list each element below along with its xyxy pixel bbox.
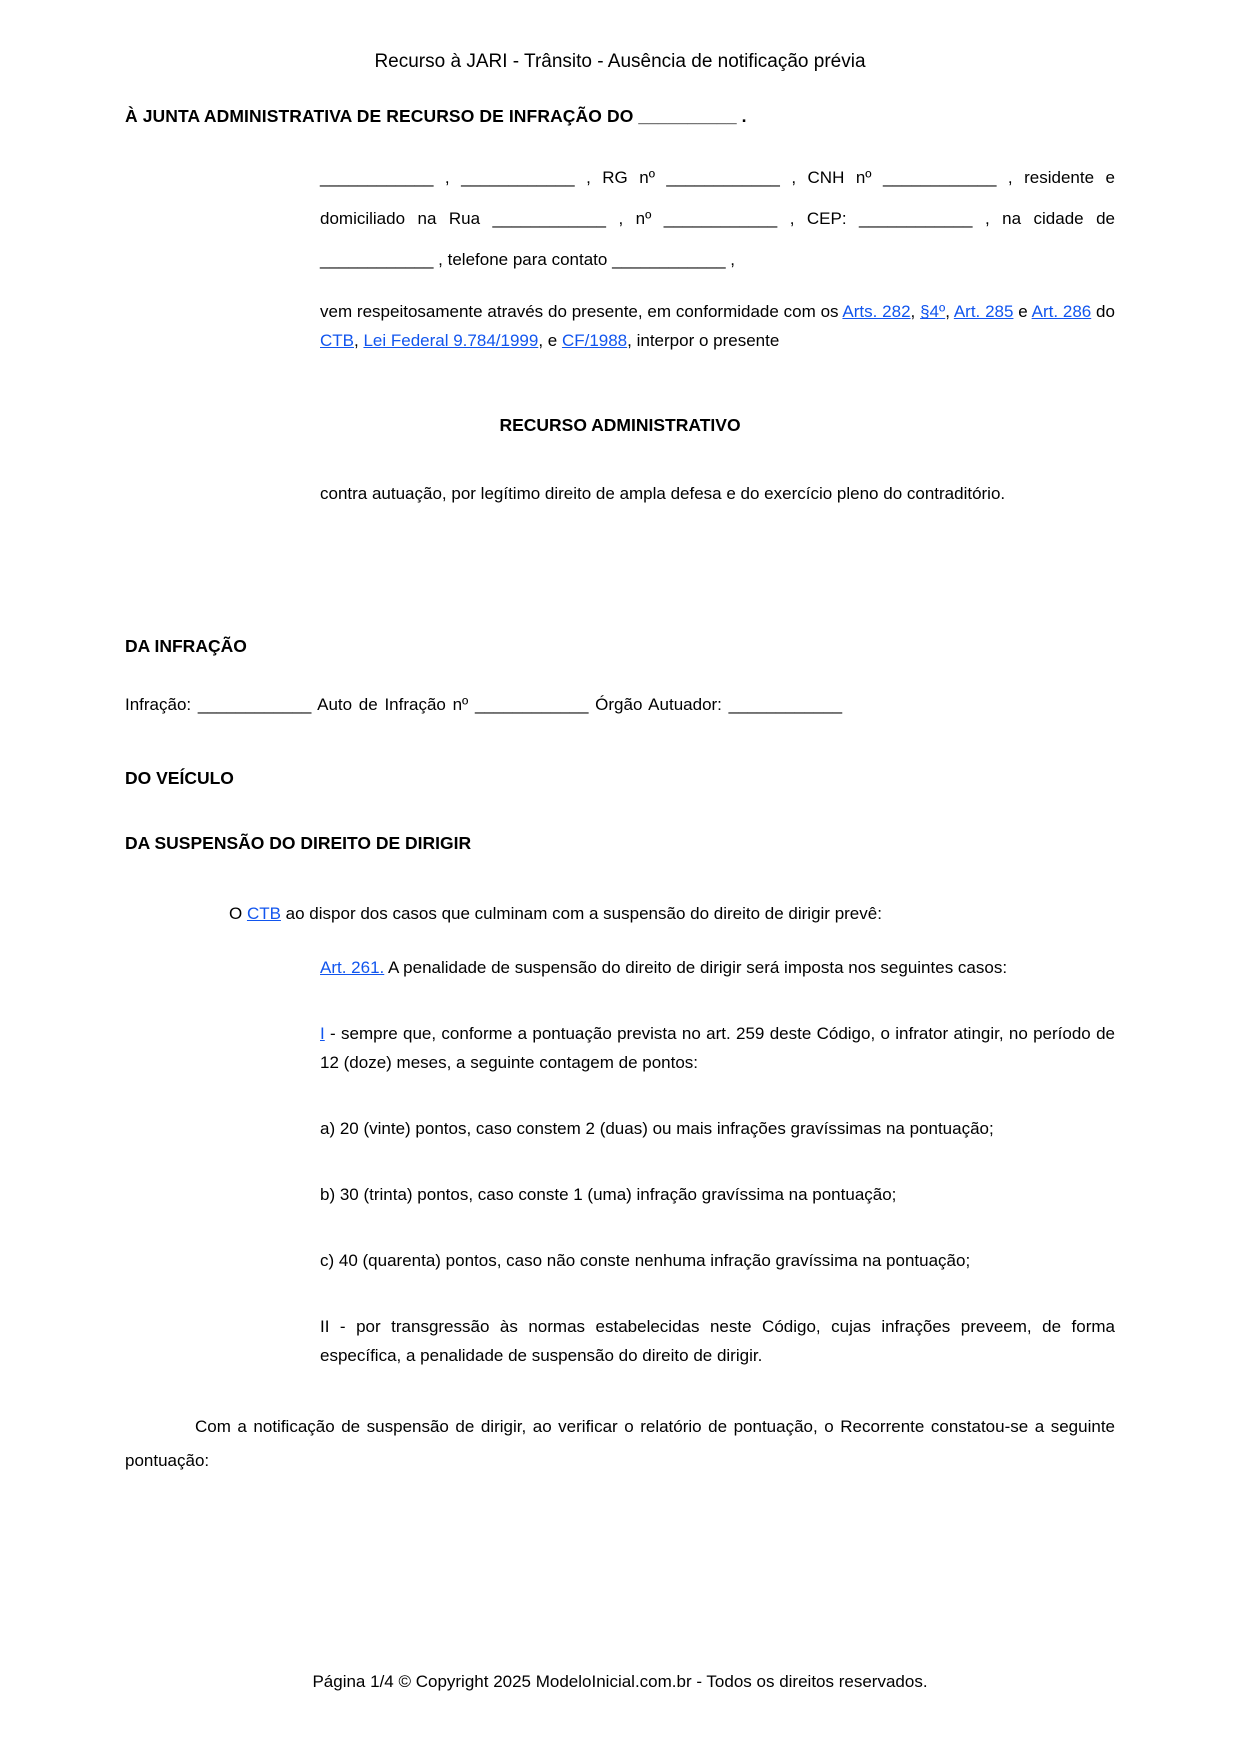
page-footer: Página 1/4 © Copyright 2025 ModeloInicial.com.br - Todos os direitos reservados. (312, 1672, 928, 1691)
section-heading-do-veiculo: DO VEÍCULO (125, 768, 234, 788)
document-title: RECURSO ADMINISTRATIVO (499, 415, 741, 435)
text-segment: ao dispor dos casos que culminam com a suspensão do direito de dirigir prevê: (280, 904, 882, 923)
link-cf-1988[interactable]: CF/1988 (561, 331, 628, 350)
section-heading-da-suspensao: DA SUSPENSÃO DO DIREITO DE DIRIGIR (125, 833, 472, 853)
text-segment: - sempre que, conforme a pontuação prevista no art. 259 deste Código, o infrator atingir, no período de 12 (doze) meses, a seguinte contagem de pontos: (320, 1024, 1115, 1072)
link-art-285[interactable]: Art. 285 (953, 302, 1014, 321)
ctb-intro-paragraph (125, 899, 1115, 928)
text-segment: do (1091, 302, 1115, 321)
text-segment: O (229, 904, 247, 923)
text-segment: , (945, 302, 954, 321)
text-segment: , e (538, 331, 562, 350)
link-paragrafo-4[interactable]: §4º (920, 302, 946, 321)
link-inciso-I[interactable]: I (320, 1024, 325, 1043)
section-heading-da-infracao: DA INFRAÇÃO (125, 636, 247, 656)
link-art-261[interactable]: Art. 261. (320, 958, 385, 977)
closing-paragraph: Com a notificação de suspensão de dirigir, ao verificar o relatório de pontuação, o Recorrente constatou-se a seguinte pontuação: (125, 1417, 1115, 1470)
text-segment: , (354, 331, 364, 350)
quote-item-II: II - por transgressão às normas estabelecidas neste Código, cujas infrações preveem, de forma específica, a penalidade de suspensão do direito de dirigir. (320, 1317, 1115, 1365)
text-segment: , (910, 302, 921, 321)
text-segment: e (1013, 302, 1032, 321)
preamble-paragraph (320, 297, 1115, 355)
link-arts-282[interactable]: Arts. 282 (842, 302, 911, 321)
quote-item-a: a) 20 (vinte) pontos, caso constem 2 (duas) ou mais infrações gravíssimas na pontuação; (320, 1119, 994, 1138)
link-ctb[interactable]: CTB (246, 904, 281, 923)
addressee-heading: À JUNTA ADMINISTRATIVA DE RECURSO DE INFRAÇÃO DO __________ . (125, 106, 747, 126)
quote-art-261 (320, 953, 1115, 982)
object-paragraph: contra autuação, por legítimo direito de ampla defesa e do exercício pleno do contraditório. (320, 484, 1006, 503)
link-art-286[interactable]: Art. 286 (1031, 302, 1092, 321)
infracao-fields-line: Infração: ____________ Auto de Infração nº ____________ Órgão Autuador: ____________ (125, 695, 843, 714)
quote-item-c: c) 40 (quarenta) pontos, caso não conste nenhuma infração gravíssima na pontuação; (320, 1251, 971, 1270)
quote-item-b: b) 30 (trinta) pontos, caso conste 1 (uma) infração gravíssima na pontuação; (320, 1185, 897, 1204)
page-title: Recurso à JARI - Trânsito - Ausência de notificação prévia (374, 51, 866, 72)
link-ctb[interactable]: CTB (320, 331, 354, 350)
quote-item-I (320, 1019, 1115, 1077)
link-lei-federal-9784-1999[interactable]: Lei Federal 9.784/1999 (363, 331, 539, 350)
text-segment: , interpor o presente (627, 331, 780, 350)
qualification-paragraph: ____________ , ____________ , RG nº ____________ , CNH nº ____________ , residente e domiciliado na Rua ____________ , nº ____________ , CEP: ____________ , na cidade de ____________ , telefone para contato ____________ , (320, 168, 1115, 269)
text-segment: A penalidade de suspensão do direito de dirigir será imposta nos seguintes casos: (384, 958, 1008, 977)
text-segment: vem respeitosamente através do presente, em conformidade com os (320, 302, 843, 321)
